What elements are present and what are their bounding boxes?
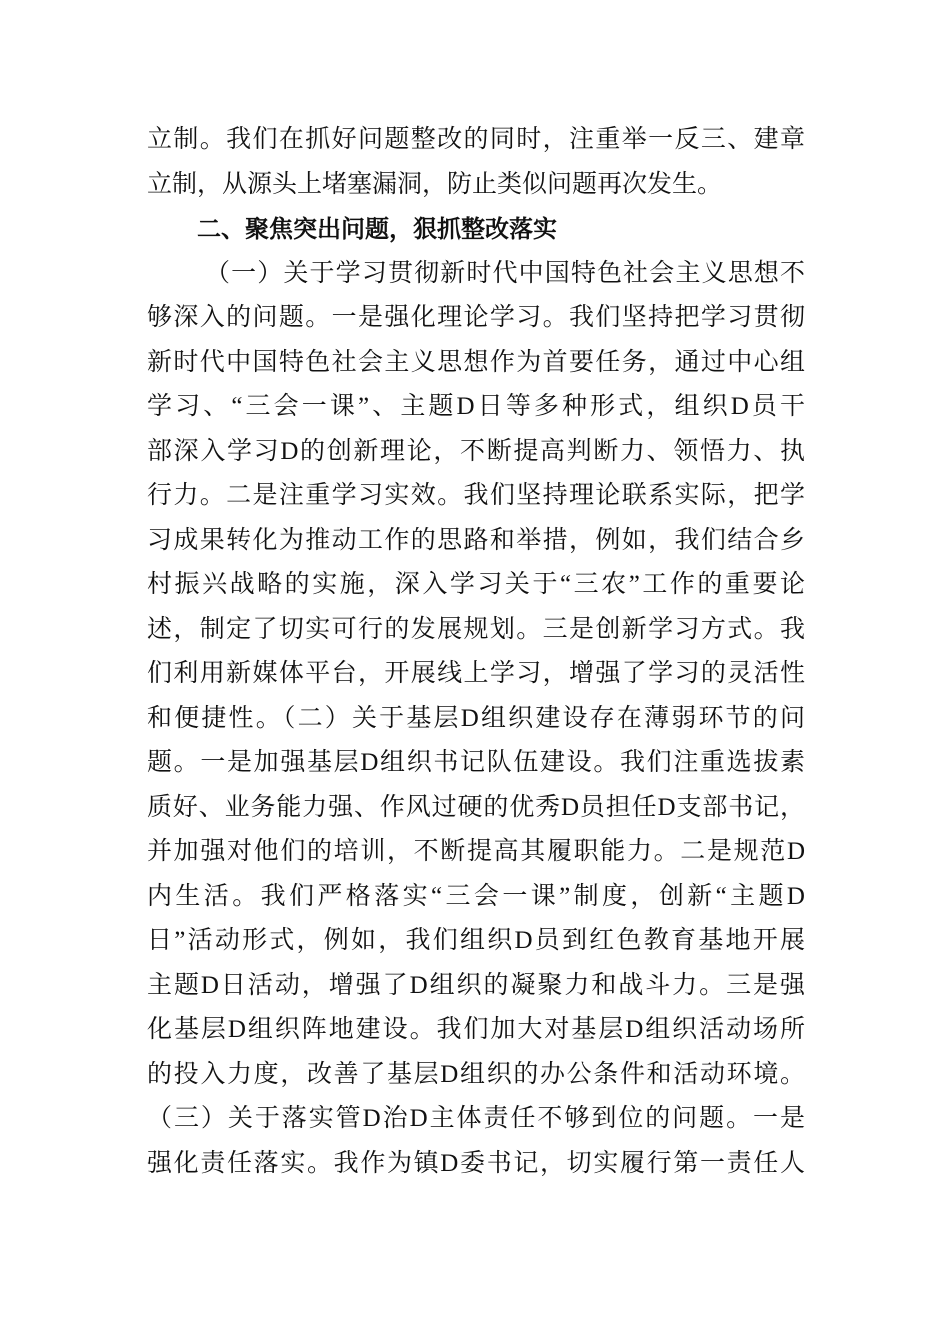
text-line: 新时代中国特色社会主义思想作为首要任务，通过中心组 (147, 348, 805, 376)
text-line: （三）关于落实管D治D主体责任不够到位的问题。一是 (147, 1105, 805, 1132)
text-line: 的投入力度，改善了基层D组织的办公条件和活动环境。 (147, 1060, 805, 1088)
text-line: 立制，从源头上堵塞漏洞，防止类似问题再次发生。 (147, 170, 723, 198)
text-line: 质好、业务能力强、作风过硬的优秀D员担任D支部书记， (147, 793, 805, 821)
text-line: 主题D日活动，增强了D组织的凝聚力和战斗力。三是强 (147, 971, 805, 999)
text-line: 并加强对他们的培训，不断提高其履职能力。二是规范D (147, 838, 805, 865)
text-line: 够深入的问题。一是强化理论学习。我们坚持把学习贯彻 (147, 304, 805, 331)
text-line: 化基层D组织阵地建设。我们加大对基层D组织活动场所 (147, 1016, 805, 1043)
text-line: 部深入学习D的创新理论，不断提高判断力、领悟力、执 (147, 437, 805, 465)
text-line: 述，制定了切实可行的发展规划。三是创新学习方式。我 (147, 615, 805, 643)
document-page (147, 118, 805, 1186)
text-line: 内生活。我们严格落实“三会一课”制度，创新“主题D (147, 882, 805, 910)
text-line: 和便捷性。（二）关于基层D组织建设存在薄弱环节的问 (147, 704, 805, 732)
text-line: 习成果转化为推动工作的思路和举措，例如，我们结合乡 (147, 526, 805, 554)
text-line: 题。一是加强基层D组织书记队伍建设。我们注重选拔素 (147, 749, 805, 776)
text-line: （一）关于学习贯彻新时代中国特色社会主义思想不 (205, 259, 805, 287)
text-line: 立制。我们在抓好问题整改的同时，注重举一反三、建章 (147, 126, 805, 153)
text-line: 村振兴战略的实施，深入学习关于“三农”工作的重要论 (147, 571, 805, 598)
text-line: 行力。二是注重学习实效。我们坚持理论联系实际，把学 (147, 482, 805, 509)
text-line: 们利用新媒体平台，开展线上学习，增强了学习的灵活性 (147, 660, 805, 687)
text-line: 学习、“三会一课”、主题D日等多种形式，组织D员干 (147, 393, 805, 420)
text-line: 日”活动形式，例如，我们组织D员到红色教育基地开展 (147, 927, 805, 954)
text-line: 强化责任落实。我作为镇D委书记，切实履行第一责任人 (147, 1149, 805, 1177)
section-heading: 二、聚焦突出问题，狠抓整改落实 (197, 215, 557, 243)
